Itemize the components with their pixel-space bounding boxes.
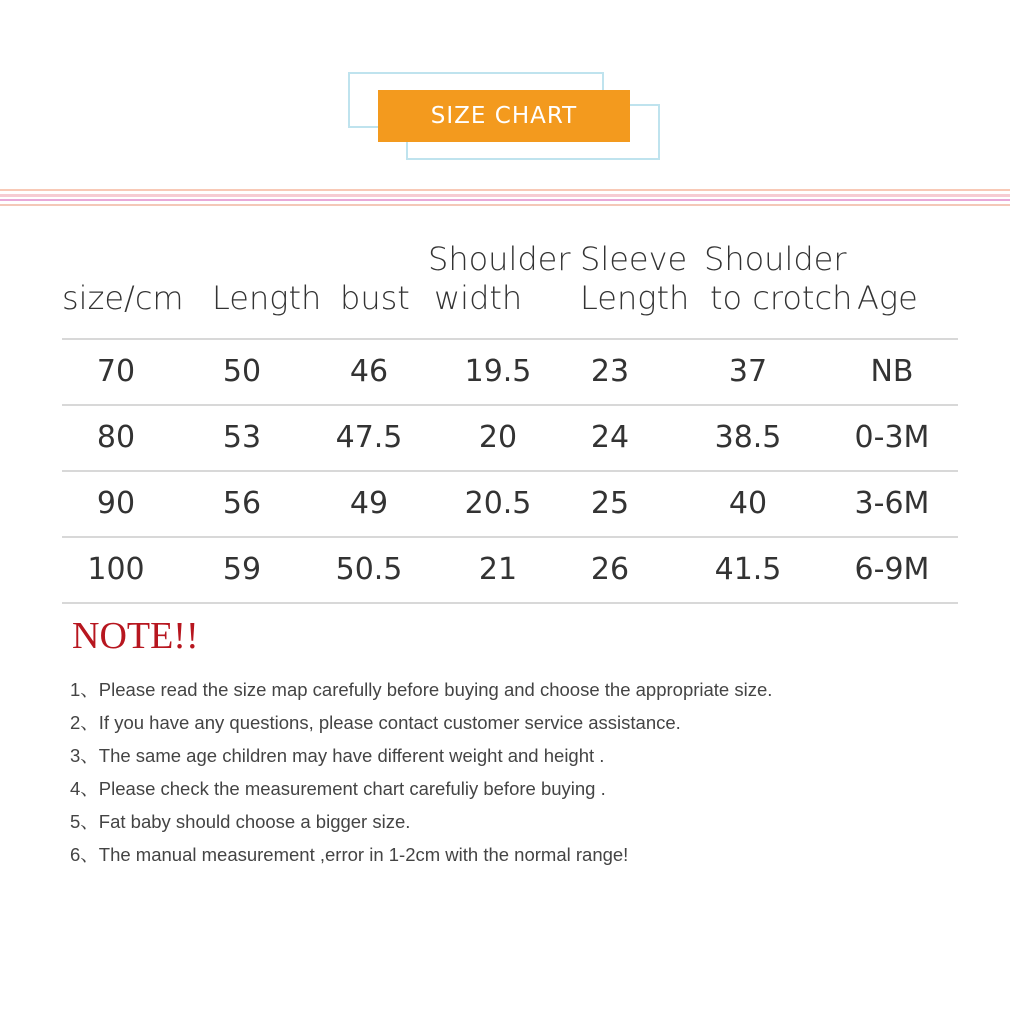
cell-age: 0-3M <box>854 420 930 455</box>
header-label: width <box>434 279 523 317</box>
cell-age: 6-9M <box>854 552 930 587</box>
cell-age: NB <box>870 354 914 389</box>
header-length <box>212 279 321 318</box>
cell-size: 80 <box>96 420 136 455</box>
size-chart-title: SIZE CHART <box>378 90 630 142</box>
header-sleeve-length <box>580 240 689 318</box>
header-label: Shoulder <box>704 240 847 278</box>
header-label: Length <box>212 279 322 317</box>
divider-stripe <box>0 194 1010 197</box>
note-item: 1、Please read the size map carefully before buying and choose the appropriate size. <box>70 679 773 700</box>
note-title: NOTE!! <box>72 615 199 657</box>
table-row <box>62 470 958 536</box>
header-label: Sleeve <box>580 240 688 278</box>
note-item: 2、If you have any questions, please contact customer service assistance. <box>70 712 681 733</box>
cell-size: 70 <box>96 354 136 389</box>
cell-shoulder-to-crotch: 41.5 <box>714 552 782 587</box>
divider-stripe <box>0 199 1010 201</box>
cell-bust: 47.5 <box>335 420 403 455</box>
size-table <box>62 238 958 604</box>
header-label: Age <box>857 279 918 317</box>
header-size <box>62 279 184 318</box>
table-row <box>62 536 958 604</box>
cell-size: 90 <box>96 486 136 521</box>
note-list <box>70 676 772 874</box>
header-age <box>857 279 918 318</box>
header-label: bust <box>340 279 410 317</box>
header-shoulder-to-crotch <box>704 240 852 318</box>
divider-stripe <box>0 204 1010 206</box>
divider-stripe <box>0 189 1010 191</box>
cell-bust: 49 <box>349 486 389 521</box>
cell-shoulder-width: 20 <box>478 420 518 455</box>
header-label: to crotch <box>710 279 853 317</box>
cell-bust: 46 <box>349 354 389 389</box>
cell-sleeve-length: 23 <box>590 354 630 389</box>
note-item: 6、The manual measurement ,error in 1-2cm with the normal range! <box>70 844 629 865</box>
table-row <box>62 338 958 404</box>
cell-length: 50 <box>222 354 262 389</box>
cell-age: 3-6M <box>854 486 930 521</box>
cell-length: 56 <box>222 486 262 521</box>
cell-sleeve-length: 24 <box>590 420 630 455</box>
header-label: Length <box>580 279 690 317</box>
table-header <box>62 238 958 338</box>
note-item: 4、Please check the measurement chart carefuliy before buying . <box>70 778 606 799</box>
cell-length: 53 <box>222 420 262 455</box>
cell-shoulder-width: 20.5 <box>464 486 532 521</box>
header-label: size/cm <box>62 279 184 317</box>
note-item: 3、The same age children may have different weight and height . <box>70 745 605 766</box>
header-bust <box>340 279 410 318</box>
header-label: Shoulder <box>428 240 571 278</box>
cell-shoulder-width: 19.5 <box>464 354 532 389</box>
cell-length: 59 <box>222 552 262 587</box>
size-chart-header <box>348 72 660 160</box>
cell-shoulder-width: 21 <box>478 552 518 587</box>
note-item: 5、Fat baby should choose a bigger size. <box>70 811 411 832</box>
cell-sleeve-length: 26 <box>590 552 630 587</box>
cell-sleeve-length: 25 <box>590 486 630 521</box>
header-shoulder-width <box>428 240 571 318</box>
cell-size: 100 <box>87 552 145 587</box>
cell-shoulder-to-crotch: 40 <box>728 486 768 521</box>
table-row <box>62 404 958 470</box>
cell-shoulder-to-crotch: 38.5 <box>714 420 782 455</box>
cell-shoulder-to-crotch: 37 <box>728 354 768 389</box>
cell-bust: 50.5 <box>335 552 403 587</box>
